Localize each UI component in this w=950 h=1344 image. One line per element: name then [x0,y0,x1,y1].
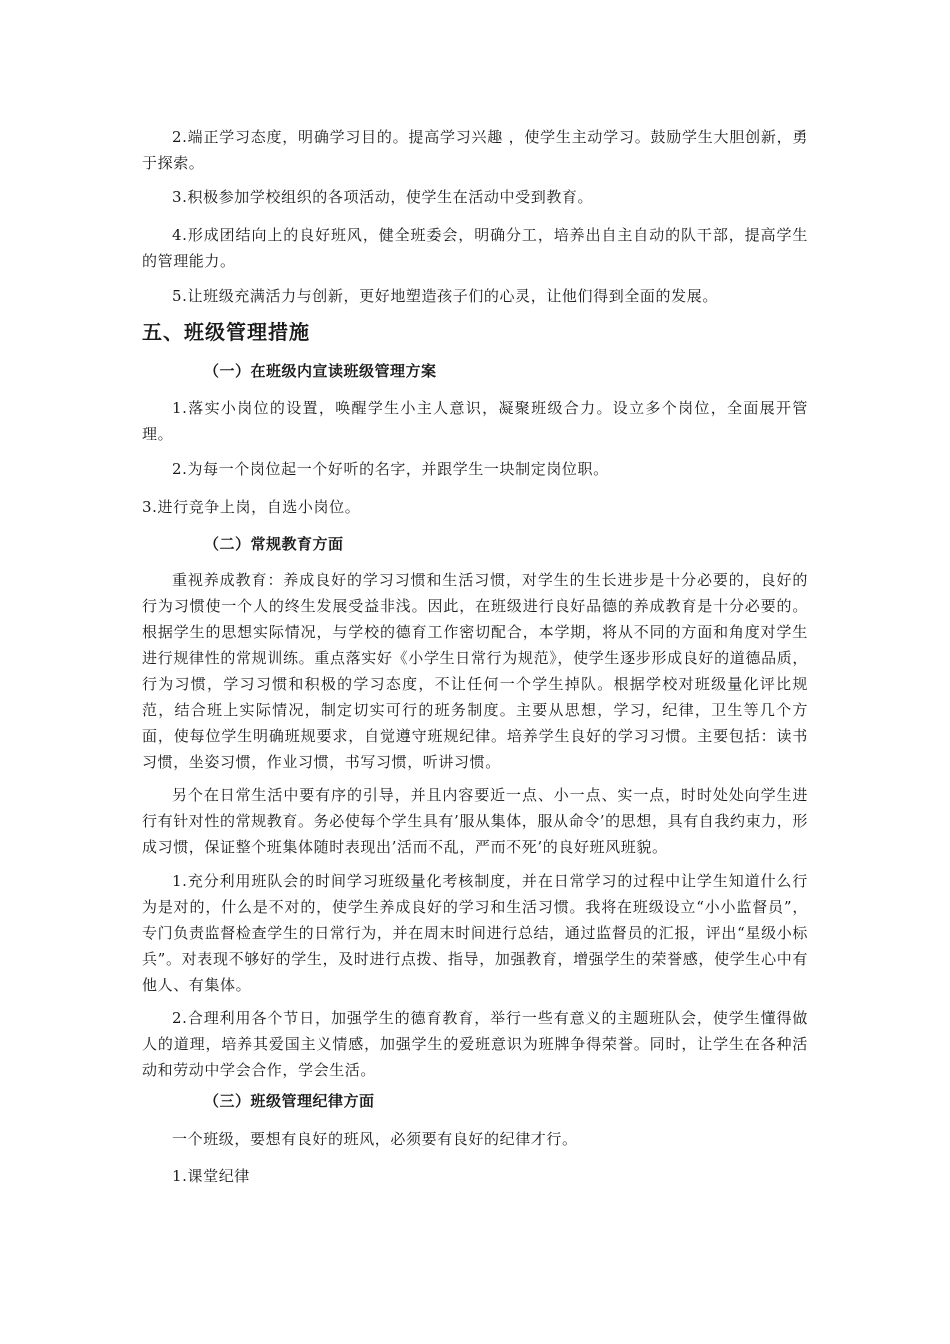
sub2-paragraph-1: 重视养成教育：养成良好的学习习惯和生活习惯，对学生的生长进步是十分必要的，良好的行为习惯使一个人的终生发展受益非浅。因此，在班级进行良好品德的养成教育是十分必要的。根据学生的思想实际情况，与学校的德育工作密切配合，本学期，将从不同的方面和角度对学生进行规律性的常规训练。重点落实好《小学生日常行为规范》，使学生逐步形成良好的道德品质，行为习惯，学习习惯和积极的学习态度，不让任何一个学生掉队。根据学校对班级量化评比规范，结合班上实际情况，制定切实可行的班务制度。主要从思想，学习，纪律，卫生等几个方面，使每位学生明确班规要求，自觉遵守班规纪律。培养学生良好的学习习惯。主要包括：读书习惯，坐姿习惯，作业习惯，书写习惯，听讲习惯。 [142,571,808,771]
sub2-item-1: 1.充分利用班队会的时间学习班级量化考核制度，并在日常学习的过程中让学生知道什么行为是对的，什么是不对的，使学生养成良好的学习和生活习惯。我将在班级设立“小小监督员”，专门负责监督检查学生的日常行为，并在周末时间进行总结，通过监督员的汇报，评出“星级小标兵”。对表现不够好的学生，及时进行点拨、指导，加强教育，增强学生的荣誉感，使学生心中有他人、有集体。 [142,872,808,994]
sub1-item-2: 2.为每一个岗位起一个好听的名字，并跟学生一块制定岗位职。 [172,460,609,478]
sub2-paragraph-2: 另个在日常生活中要有序的引导，并且内容要近一点、小一点、实一点，时时处处向学生进行有针对性的常规教育。务必使每个学生具有’服从集体，服从命令’的思想，具有自我约束力，形成习惯，保证整个班集体随时表现出’活而不乱，严而不死’的良好班风班貌。 [142,786,808,856]
subsection-heading-2: （二）常规教育方面 [204,535,344,553]
goal-item-3: 3.积极参加学校组织的各项活动，使学生在活动中受到教育。 [172,188,594,206]
goal-item-4: 4.形成团结向上的良好班风，健全班委会，明确分工，培养出自主自动的队干部，提高学生的管理能力。 [142,226,808,270]
goal-item-2: 2.端正学习态度，明确学习目的。提高学习兴趣 ，使学生主动学习。鼓励学生大胆创新，勇于探索。 [142,128,808,172]
section-heading-5: 五、班级管理措施 [142,320,310,344]
sub1-item-3: 3.进行竞争上岗，自选小岗位。 [142,498,361,516]
sub1-item-1: 1.落实小岗位的设置，唤醒学生小主人意识，凝聚班级合力。设立多个岗位，全面展开管理。 [142,399,808,443]
goal-item-5: 5.让班级充满活力与创新，更好地塑造孩子们的心灵，让他们得到全面的发展。 [172,287,718,305]
sub3-item-1: 1.课堂纪律 [172,1167,250,1185]
sub2-item-2: 2.合理利用各个节日，加强学生的德育教育，举行一些有意义的主题班队会，使学生懂得做人的道理，培养其爱国主义情感，加强学生的爱班意识为班牌争得荣誉。同时，让学生在各种活动和劳动中学会合作，学会生活。 [142,1009,808,1079]
subsection-heading-1: （一）在班级内宣读班级管理方案 [204,362,437,380]
subsection-heading-3: （三）班级管理纪律方面 [204,1092,375,1110]
sub3-intro: 一个班级，要想有良好的班风，必须要有良好的纪律才行。 [172,1130,578,1148]
